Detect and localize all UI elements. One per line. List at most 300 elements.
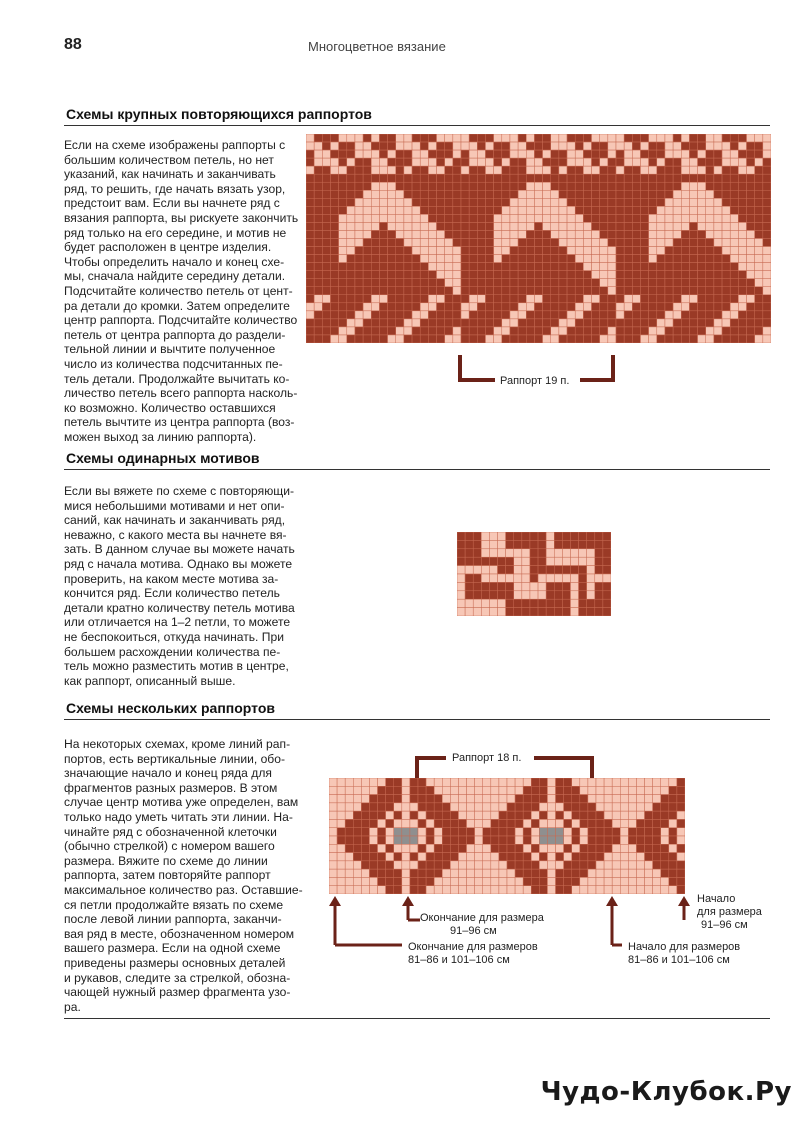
stitch-cell [494, 311, 502, 319]
stitch-cell [518, 174, 526, 182]
stitch-cell [523, 811, 531, 819]
stitch-cell [645, 811, 653, 819]
stitch-cell [522, 582, 530, 590]
stitch-cell [689, 335, 697, 343]
stitch-cell [363, 239, 371, 247]
stitch-cell [624, 271, 632, 279]
stitch-cell [583, 214, 591, 222]
stitch-cell [330, 287, 338, 295]
text-line: после левой линии раппорта, заканчи- [64, 912, 282, 927]
stitch-cell [657, 327, 665, 335]
stitch-cell [620, 795, 628, 803]
stitch-cell [592, 319, 600, 327]
stitch-cell [657, 247, 665, 255]
stitch-cell [592, 287, 600, 295]
stitch-cell [661, 877, 669, 885]
stitch-cell [445, 303, 453, 311]
stitch-cell [575, 327, 583, 335]
stitch-cell [763, 134, 771, 142]
stitch-cell [677, 803, 685, 811]
stitch-cell [580, 869, 588, 877]
site-watermark: Чудо-Клубок.Ру [540, 1077, 792, 1107]
stitch-cell [469, 150, 477, 158]
stitch-cell [379, 319, 387, 327]
stitch-cell [600, 166, 608, 174]
stitch-cell [465, 608, 473, 616]
stitch-cell [583, 271, 591, 279]
stitch-cell [722, 279, 730, 287]
stitch-cell [628, 869, 636, 877]
stitch-cell [706, 311, 714, 319]
stitch-cell [592, 335, 600, 343]
stitch-cell [396, 287, 404, 295]
stitch-cell [604, 844, 612, 852]
stitch-cell [475, 853, 483, 861]
stitch-cell [475, 811, 483, 819]
stitch-cell [624, 206, 632, 214]
stitch-cell [314, 174, 322, 182]
stitch-cell [706, 303, 714, 311]
stitch-cell [572, 778, 580, 786]
stitch-cell [592, 166, 600, 174]
stitch-cell [369, 877, 377, 885]
stitch-cell [559, 327, 567, 335]
stitch-cell [556, 811, 564, 819]
stitch-cell [698, 174, 706, 182]
stitch-cell [738, 222, 746, 230]
stitch-cell [551, 222, 559, 230]
stitch-cell [394, 853, 402, 861]
stitch-cell [755, 222, 763, 230]
stitch-cell [608, 230, 616, 238]
stitch-cell [445, 335, 453, 343]
stitch-cell [616, 271, 624, 279]
stitch-cell [322, 222, 330, 230]
stitch-cell [543, 311, 551, 319]
text-line: будет расположен в центре изделия. [64, 240, 272, 255]
stitch-cell [499, 861, 507, 869]
stitch-cell [428, 311, 436, 319]
stitch-cell [600, 295, 608, 303]
stitch-cell [567, 263, 575, 271]
text-line: петель от центра раппорта до раздели- [64, 327, 286, 342]
stitch-cell [469, 287, 477, 295]
stitch-cell [477, 134, 485, 142]
stitch-cell [347, 182, 355, 190]
stitch-cell [595, 532, 603, 540]
stitch-cell [738, 166, 746, 174]
stitch-cell [518, 287, 526, 295]
stitch-cell [624, 214, 632, 222]
stitch-cell [510, 190, 518, 198]
stitch-cell [669, 811, 677, 819]
stitch-cell [596, 795, 604, 803]
stitch-cell [526, 263, 534, 271]
stitch-cell [371, 150, 379, 158]
stitch-cell [494, 182, 502, 190]
stitch-cell [404, 206, 412, 214]
stitch-cell [669, 861, 677, 869]
stitch-cell [698, 279, 706, 287]
stitch-cell [689, 319, 697, 327]
stitch-cell [465, 549, 473, 557]
stitch-cell [363, 327, 371, 335]
stitch-cell [689, 239, 697, 247]
stitch-cell [371, 182, 379, 190]
stitch-cell [564, 861, 572, 869]
stitch-cell [570, 540, 578, 548]
stitch-cell [624, 311, 632, 319]
text-line: ко возможно. Количество оставшихся [64, 400, 276, 415]
stitch-cell [538, 574, 546, 582]
stitch-cell [361, 877, 369, 885]
stitch-cell [347, 214, 355, 222]
stitch-cell [543, 279, 551, 287]
stitch-cell [515, 778, 523, 786]
stitch-cell [498, 549, 506, 557]
stitch-cell [583, 134, 591, 142]
stitch-cell [636, 877, 644, 885]
stitch-cell [588, 786, 596, 794]
stitch-cell [461, 206, 469, 214]
stitch-cell [730, 174, 738, 182]
stitch-cell [596, 786, 604, 794]
stitch-cell [534, 158, 542, 166]
stitch-cell [353, 795, 361, 803]
stitch-cell [412, 271, 420, 279]
stitch-cell [592, 174, 600, 182]
text-line: кончится ряд. Если количество петель [64, 586, 280, 601]
stitch-cell [378, 786, 386, 794]
stitch-cell [657, 263, 665, 271]
stitch-cell [543, 174, 551, 182]
stitch-cell [538, 599, 546, 607]
stitch-cell [730, 303, 738, 311]
stitch-cell [388, 158, 396, 166]
stitch-cell [600, 319, 608, 327]
stitch-cell [510, 255, 518, 263]
stitch-cell [457, 557, 465, 565]
stitch-cell [445, 295, 453, 303]
stitch-cell [465, 566, 473, 574]
stitch-cell [562, 591, 570, 599]
stitch-cell [458, 778, 466, 786]
stitch-cell [322, 327, 330, 335]
stitch-cell [412, 134, 420, 142]
stitch-cell [579, 582, 587, 590]
stitch-cell [640, 247, 648, 255]
stitch-cell [515, 819, 523, 827]
stitch-cell [673, 255, 681, 263]
stitch-cell [763, 327, 771, 335]
stitch-cell [588, 861, 596, 869]
stitch-cell [404, 255, 412, 263]
stitch-cell [518, 295, 526, 303]
stitch-cell [665, 255, 673, 263]
stitch-cell [485, 150, 493, 158]
stitch-cell [564, 819, 572, 827]
stitch-cell [567, 134, 575, 142]
stitch-cell [755, 327, 763, 335]
stitch-cell [738, 174, 746, 182]
stitch-cell [681, 214, 689, 222]
stitch-cell [572, 811, 580, 819]
stitch-cell [418, 869, 426, 877]
stitch-cell [494, 335, 502, 343]
stitch-cell [353, 819, 361, 827]
stitch-cell [386, 819, 394, 827]
stitch-cell [673, 279, 681, 287]
stitch-cell [339, 134, 347, 142]
stitch-cell [404, 230, 412, 238]
stitch-cell [714, 166, 722, 174]
stitch-cell [657, 222, 665, 230]
stitch-cell [469, 174, 477, 182]
stitch-cell [491, 869, 499, 877]
stitch-cell [730, 134, 738, 142]
stitch-cell [653, 861, 661, 869]
stitch-cell [494, 198, 502, 206]
stitch-cell [722, 222, 730, 230]
stitch-cell [596, 861, 604, 869]
stitch-cell [394, 836, 402, 844]
stitch-cell [434, 828, 442, 836]
text-line: проверить, на каком месте мотива за- [64, 571, 279, 586]
stitch-cell [640, 214, 648, 222]
stitch-cell [489, 608, 497, 616]
stitch-cell [518, 279, 526, 287]
stitch-cell [322, 230, 330, 238]
stitch-cell [649, 206, 657, 214]
stitch-cell [572, 795, 580, 803]
stitch-cell [580, 803, 588, 811]
stitch-cell [453, 182, 461, 190]
bottom-rule [64, 1018, 770, 1019]
stitch-cell [396, 222, 404, 230]
stitch-cell [588, 853, 596, 861]
stitch-cell [595, 574, 603, 582]
stitch-cell [632, 174, 640, 182]
stitch-cell [698, 206, 706, 214]
callout-end-81-86: Окончание для размеров 81–86 и 101–106 см [408, 941, 538, 966]
stitch-cell [457, 599, 465, 607]
stitch-cell [457, 574, 465, 582]
stitch-cell [755, 263, 763, 271]
stitch-cell [467, 836, 475, 844]
stitch-cell [612, 786, 620, 794]
stitch-cell [714, 327, 722, 335]
stitch-cell [580, 844, 588, 852]
stitch-cell [551, 335, 559, 343]
stitch-cell [445, 239, 453, 247]
stitch-cell [396, 134, 404, 142]
stitch-cell [534, 311, 542, 319]
stitch-cell [592, 263, 600, 271]
stitch-cell [572, 819, 580, 827]
text-line: указаний, как начинать и заканчивать [64, 167, 276, 182]
stitch-cell [564, 803, 572, 811]
stitch-cell [673, 319, 681, 327]
stitch-cell [355, 230, 363, 238]
stitch-cell [491, 811, 499, 819]
stitch-cell [587, 608, 595, 616]
stitch-cell [556, 778, 564, 786]
stitch-cell [730, 247, 738, 255]
stitch-cell [564, 828, 572, 836]
stitch-cell [657, 295, 665, 303]
stitch-cell [355, 295, 363, 303]
stitch-cell [437, 198, 445, 206]
stitch-cell [539, 877, 547, 885]
stitch-cell [347, 303, 355, 311]
stitch-cell [747, 271, 755, 279]
stitch-cell [551, 279, 559, 287]
stitch-cell [339, 335, 347, 343]
stitch-cell [669, 786, 677, 794]
stitch-cell [494, 214, 502, 222]
stitch-cell [404, 303, 412, 311]
stitch-cell [491, 778, 499, 786]
stitch-cell [514, 599, 522, 607]
stitch-cell [559, 230, 567, 238]
stitch-cell [567, 319, 575, 327]
stitch-cell [371, 263, 379, 271]
stitch-cell [551, 295, 559, 303]
stitch-cell [526, 311, 534, 319]
stitch-cell [551, 134, 559, 142]
stitch-cell [379, 287, 387, 295]
stitch-cell [461, 158, 469, 166]
stitch-cell [410, 811, 418, 819]
stitch-cell [506, 582, 514, 590]
stitch-cell [665, 247, 673, 255]
stitch-cell [738, 190, 746, 198]
stitch-cell [515, 861, 523, 869]
stitch-cell [620, 778, 628, 786]
stitch-cell [616, 182, 624, 190]
stitch-cell [453, 206, 461, 214]
stitch-cell [570, 599, 578, 607]
stitch-cell [330, 198, 338, 206]
stitch-cell [583, 303, 591, 311]
stitch-cell [337, 836, 345, 844]
stitch-cell [420, 327, 428, 335]
stitch-cell [412, 303, 420, 311]
stitch-cell [624, 335, 632, 343]
stitch-cell [353, 828, 361, 836]
stitch-cell [514, 608, 522, 616]
stitch-cell [677, 836, 685, 844]
stitch-cell [649, 134, 657, 142]
stitch-cell [518, 327, 526, 335]
stitch-cell [603, 540, 611, 548]
stitch-cell [608, 335, 616, 343]
stitch-cell [477, 255, 485, 263]
stitch-cell [330, 150, 338, 158]
stitch-cell [363, 287, 371, 295]
stitch-cell [747, 198, 755, 206]
stitch-cell [483, 778, 491, 786]
stitch-cell [612, 836, 620, 844]
stitch-cell [730, 214, 738, 222]
text-line: петель вычтите из центра раппорта (воз- [64, 415, 295, 430]
stitch-cell [410, 877, 418, 885]
stitch-cell [628, 836, 636, 844]
stitch-cell [475, 877, 483, 885]
stitch-cell [339, 279, 347, 287]
stitch-cell [587, 540, 595, 548]
stitch-cell [714, 303, 722, 311]
stitch-cell [518, 134, 526, 142]
text-line: ра детали до кромки. Затем определите [64, 298, 290, 313]
stitch-cell [689, 279, 697, 287]
stitch-cell [510, 158, 518, 166]
stitch-cell [738, 319, 746, 327]
stitch-cell [665, 271, 673, 279]
stitch-cell [361, 836, 369, 844]
stitch-cell [526, 158, 534, 166]
stitch-cell [363, 230, 371, 238]
stitch-cell [330, 327, 338, 335]
stitch-cell [396, 279, 404, 287]
stitch-cell [379, 327, 387, 335]
stitch-cell [507, 828, 515, 836]
stitch-cell [330, 303, 338, 311]
stitch-cell [730, 239, 738, 247]
stitch-cell [661, 828, 669, 836]
stitch-cell [689, 150, 697, 158]
stitch-cell [306, 222, 314, 230]
stitch-cell [428, 303, 436, 311]
stitch-cell [502, 239, 510, 247]
stitch-cell [722, 214, 730, 222]
stitch-cell [677, 844, 685, 852]
stitch-cell [587, 582, 595, 590]
stitch-cell [556, 828, 564, 836]
stitch-cell [461, 263, 469, 271]
stitch-cell [434, 869, 442, 877]
stitch-cell [412, 319, 420, 327]
stitch-cell [477, 214, 485, 222]
stitch-cell [410, 795, 418, 803]
stitch-cell [507, 795, 515, 803]
stitch-cell [689, 206, 697, 214]
stitch-cell [551, 214, 559, 222]
stitch-cell [551, 239, 559, 247]
stitch-cell [481, 582, 489, 590]
stitch-cell [420, 239, 428, 247]
stitch-cell [567, 222, 575, 230]
stitch-cell [583, 263, 591, 271]
stitch-cell [543, 158, 551, 166]
stitch-cell [603, 566, 611, 574]
stitch-cell [428, 230, 436, 238]
stitch-cell [467, 795, 475, 803]
stitch-cell [640, 174, 648, 182]
stitch-cell [632, 279, 640, 287]
stitch-cell [445, 134, 453, 142]
stitch-cell [322, 287, 330, 295]
stitch-cell [534, 239, 542, 247]
stitch-cell [763, 335, 771, 343]
stitch-cell [434, 819, 442, 827]
stitch-cell [722, 255, 730, 263]
stitch-cell [538, 549, 546, 557]
stitch-cell [588, 877, 596, 885]
stitch-cell [603, 574, 611, 582]
stitch-cell [673, 142, 681, 150]
stitch-cell [681, 311, 689, 319]
